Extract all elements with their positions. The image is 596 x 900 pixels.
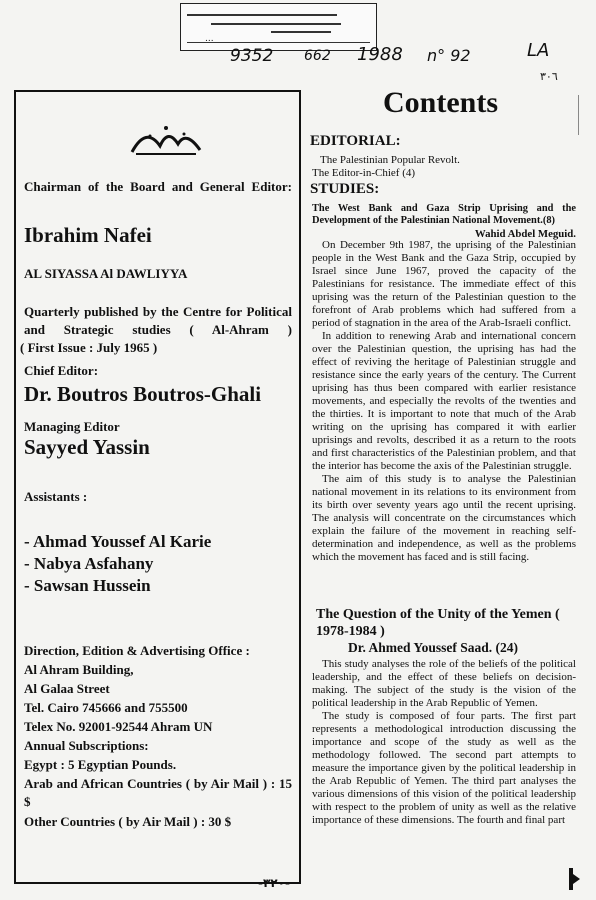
first-issue: ( First Issue : July 1965 ) [20, 340, 158, 355]
journal-name: AL SIYASSA Al DAWLIYYA [24, 266, 188, 281]
office-line-1: Al Ahram Building, [24, 662, 134, 677]
ref-a: 9352 [230, 46, 274, 66]
assistant-3: - Sawsan Hussein [24, 576, 151, 595]
studies-heading: STUDIES: [310, 181, 380, 197]
subscription-egypt: Egypt : 5 Egyptian Pounds. [24, 757, 177, 772]
managing-editor-name: Sayyed Yassin [24, 435, 150, 459]
chairman-name: Ibrahim Nafei [24, 223, 152, 247]
contents-title: Contents [383, 86, 499, 119]
office-line-2: Al Galaa Street [24, 681, 110, 696]
chief-editor-name: Dr. Boutros Boutros-Ghali [24, 382, 262, 406]
office-label: Direction, Edition & Advertising Office : [24, 643, 250, 658]
issue: n° 92 [427, 46, 471, 65]
study1-paragraph-2: In addition to renewing Arab and international concern over the Palestinian question, the uprising has had the effect of reviving the heritage of Palestinian struggle and resistance since the early years of the century. The Current uprising has thus been compared with earlier resistance movements, and especially the revolts of the twenties and the thirties. It is important to note that much of the Arab writing on the uprising has compared it with earlier uprisings and revolts, described it as a return to the roots and first characteristics of the Palestinian problem, and that the interior has become the axis of the Palestinian struggle. [312, 330, 576, 472]
stamp-scrawl: ... [205, 34, 214, 44]
office-line-3: Tel. Cairo 745666 and 755500 [24, 700, 188, 715]
tag: LA [527, 40, 550, 61]
margin-mark [578, 95, 579, 135]
chairman-label: Chairman of the Board and General Editor: [24, 179, 292, 194]
assistant-2: - Nabya Asfahany [24, 554, 154, 573]
editorial-line-2: The Editor-in-Chief (4) [312, 167, 416, 179]
ref-b: 662 [304, 48, 331, 64]
study2-paragraph-1: This study analyses the role of the beliefs of the political leadership, and the effect of these beliefs on decision-making. The subject of the study is the vision of the political leadership in the Arab Republic of Yemen. [312, 658, 576, 709]
subscription-other: Other Countries ( by Air Mail ) : 30 $ [24, 814, 232, 829]
page-number: -٣٢٠- [258, 876, 290, 890]
subscription-arab: Arab and African Countries ( by Air Mail ) : 15 $ [24, 776, 292, 809]
handwritten-page: ٣٠٦ [540, 71, 558, 83]
masthead-box [14, 90, 301, 884]
year: 1988 [357, 44, 403, 65]
al-ahram-logo-icon [126, 122, 206, 158]
subscriptions-label: Annual Subscriptions: [24, 738, 149, 753]
managing-editor-label: Managing Editor [24, 419, 120, 434]
editorial-line-1: The Palestinian Popular Revolt. [320, 154, 460, 166]
study1-paragraph-1: On December 9th 1987, the uprising of the Palestinian people in the West Bank and the Gaza Strip, occupied by Israel since June 1967, proved the capacity of the Palestinians for resistance. The immediate effect of this uprising was the return of the Palestinian question to the forefront of Arab problems which had suffered from a period of stagnation in the area of the Arab-Israeli conflict. [312, 239, 576, 329]
editorial-heading: EDITORIAL: [310, 133, 401, 149]
office-line-4: Telex No. 92001-92544 Ahram UN [24, 719, 213, 734]
study2-author: Dr. Ahmed Youssef Saad. (24) [348, 640, 519, 655]
assistant-1: - Ahmad Youssef Al Karie [24, 532, 212, 551]
study2-title: The Question of the Unity of the Yemen ( 1978-1984 ) [316, 607, 560, 639]
study2-paragraph-2: The study is composed of four parts. The first part represents a methodological introduction discussing the importance and scope of the study as well as the methodology followed. The second part attempts to measure the importance given by the political leadership in the Arab Republic of Yemen. The third part analyses the various dimensions of this vision of the political leadership with respect to the problem of unity as well as the relative importance of these dimensions. The fourth and final part [312, 710, 576, 826]
study1-author: Wahid Abdel Meguid. [474, 228, 576, 240]
study1-abstract [312, 239, 576, 594]
continue-arrow-icon [566, 868, 580, 890]
study2-abstract [312, 658, 576, 868]
assistants-label: Assistants : [24, 489, 88, 504]
study1-title: The West Bank and Gaza Strip Uprising and the Development of the Palestinian National Movement.(8) [312, 203, 576, 226]
published-by: Quarterly published by the Centre for Political and Strategic studies ( Al-Ahram ) [24, 304, 292, 337]
study1-paragraph-3: The aim of this study is to analyse the Palestinian national movement in its relations to its environment from its birth over seventy years ago until the recent uprising. The analysis will concentrate on the circumstances which explain the failure of the movement in reaching self-determination and independence, as well as the problems which the movement has faced and is still facing. [312, 473, 576, 563]
chief-editor-label: Chief Editor: [24, 363, 99, 378]
